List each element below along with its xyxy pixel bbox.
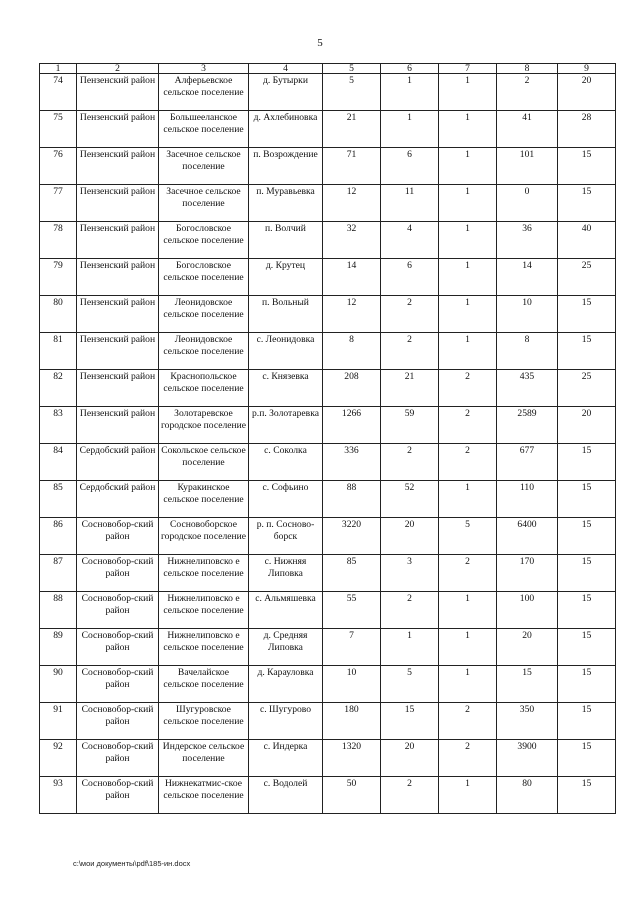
- table-row: [40, 407, 616, 444]
- table-row: [40, 296, 616, 333]
- district-cell: Пензенский район: [77, 370, 159, 407]
- row-number: 91: [40, 703, 77, 740]
- value-cell: 1: [439, 185, 497, 222]
- value-cell: 8: [323, 333, 381, 370]
- value-cell: 15: [381, 703, 439, 740]
- row-number: 80: [40, 296, 77, 333]
- district-cell: Сосновобор-ский район: [77, 703, 159, 740]
- settlement-cell: Богословское сельское поселение: [159, 259, 249, 296]
- district-cell: Пензенский район: [77, 222, 159, 259]
- value-cell: 1: [439, 666, 497, 703]
- table-row: [40, 555, 616, 592]
- value-cell: 1: [439, 111, 497, 148]
- value-cell: 1: [439, 481, 497, 518]
- value-cell: 25: [558, 370, 616, 407]
- table-row: [40, 740, 616, 777]
- district-cell: Пензенский район: [77, 111, 159, 148]
- value-cell: 20: [381, 518, 439, 555]
- district-cell: Сосновобор-ский район: [77, 666, 159, 703]
- table-row: [40, 481, 616, 518]
- value-cell: 32: [323, 222, 381, 259]
- value-cell: 3: [381, 555, 439, 592]
- value-cell: 2: [381, 444, 439, 481]
- row-number: 84: [40, 444, 77, 481]
- value-cell: 2: [381, 777, 439, 814]
- value-cell: 2: [439, 407, 497, 444]
- value-cell: 110: [497, 481, 558, 518]
- value-cell: 2: [381, 592, 439, 629]
- district-cell: Пензенский район: [77, 259, 159, 296]
- row-number: 92: [40, 740, 77, 777]
- value-cell: 1: [439, 148, 497, 185]
- value-cell: 2: [381, 333, 439, 370]
- locality-cell: с. Индерка: [249, 740, 323, 777]
- value-cell: 2: [381, 296, 439, 333]
- table-row: [40, 703, 616, 740]
- value-cell: 101: [497, 148, 558, 185]
- value-cell: 2: [439, 703, 497, 740]
- settlement-cell: Нижнекатмис-ское сельское поселение: [159, 777, 249, 814]
- table-row: [40, 518, 616, 555]
- value-cell: 15: [558, 555, 616, 592]
- value-cell: 2: [439, 555, 497, 592]
- value-cell: 1: [381, 74, 439, 111]
- column-header: 8: [497, 64, 558, 74]
- table-row: [40, 222, 616, 259]
- value-cell: 55: [323, 592, 381, 629]
- value-cell: 336: [323, 444, 381, 481]
- value-cell: 6400: [497, 518, 558, 555]
- district-cell: Пензенский район: [77, 333, 159, 370]
- value-cell: 208: [323, 370, 381, 407]
- row-number: 81: [40, 333, 77, 370]
- value-cell: 20: [381, 740, 439, 777]
- table-row: [40, 370, 616, 407]
- data-table: [39, 63, 616, 814]
- settlement-cell: Большееланское сельское поселение: [159, 111, 249, 148]
- row-number: 86: [40, 518, 77, 555]
- row-number: 89: [40, 629, 77, 666]
- value-cell: 1266: [323, 407, 381, 444]
- row-number: 85: [40, 481, 77, 518]
- value-cell: 85: [323, 555, 381, 592]
- value-cell: 2589: [497, 407, 558, 444]
- value-cell: 21: [323, 111, 381, 148]
- value-cell: 36: [497, 222, 558, 259]
- column-header: 1: [40, 64, 77, 74]
- value-cell: 40: [558, 222, 616, 259]
- district-cell: Сосновобор-ский район: [77, 518, 159, 555]
- district-cell: Пензенский район: [77, 407, 159, 444]
- value-cell: 15: [558, 148, 616, 185]
- settlement-cell: Нижнелиповско е сельское поселение: [159, 555, 249, 592]
- column-header: 2: [77, 64, 159, 74]
- settlement-cell: Леонидовское сельское поселение: [159, 333, 249, 370]
- value-cell: 1: [439, 629, 497, 666]
- value-cell: 6: [381, 148, 439, 185]
- value-cell: 2: [439, 740, 497, 777]
- settlement-cell: Золотаревское городское поселение: [159, 407, 249, 444]
- value-cell: 10: [497, 296, 558, 333]
- column-header: 4: [249, 64, 323, 74]
- file-path-footer: c:\мои документы\pdf\185-ин.docx: [73, 859, 191, 868]
- locality-cell: п. Возрождение: [249, 148, 323, 185]
- locality-cell: с. Леонидовка: [249, 333, 323, 370]
- row-number: 77: [40, 185, 77, 222]
- row-number: 74: [40, 74, 77, 111]
- value-cell: 5: [381, 666, 439, 703]
- value-cell: 15: [558, 629, 616, 666]
- row-number: 76: [40, 148, 77, 185]
- district-cell: Сосновобор-ский район: [77, 629, 159, 666]
- value-cell: 8: [497, 333, 558, 370]
- district-cell: Сердобский район: [77, 444, 159, 481]
- value-cell: 50: [323, 777, 381, 814]
- value-cell: 14: [497, 259, 558, 296]
- value-cell: 59: [381, 407, 439, 444]
- value-cell: 2: [497, 74, 558, 111]
- value-cell: 15: [558, 777, 616, 814]
- value-cell: 52: [381, 481, 439, 518]
- value-cell: 15: [558, 333, 616, 370]
- value-cell: 80: [497, 777, 558, 814]
- value-cell: 15: [497, 666, 558, 703]
- row-number: 87: [40, 555, 77, 592]
- locality-cell: д. Крутец: [249, 259, 323, 296]
- table-row: [40, 444, 616, 481]
- locality-cell: с. Альмяшевка: [249, 592, 323, 629]
- locality-cell: п. Волчий: [249, 222, 323, 259]
- value-cell: 1: [439, 74, 497, 111]
- settlement-cell: Индерское сельское поселение: [159, 740, 249, 777]
- value-cell: 10: [323, 666, 381, 703]
- value-cell: 180: [323, 703, 381, 740]
- value-cell: 20: [558, 407, 616, 444]
- value-cell: 88: [323, 481, 381, 518]
- locality-cell: с. Соколка: [249, 444, 323, 481]
- district-cell: Пензенский район: [77, 296, 159, 333]
- value-cell: 15: [558, 296, 616, 333]
- value-cell: 15: [558, 518, 616, 555]
- district-cell: Пензенский район: [77, 185, 159, 222]
- locality-cell: с. Софьино: [249, 481, 323, 518]
- value-cell: 11: [381, 185, 439, 222]
- value-cell: 1: [381, 111, 439, 148]
- settlement-cell: Сокольское сельское поселение: [159, 444, 249, 481]
- value-cell: 170: [497, 555, 558, 592]
- value-cell: 2: [439, 370, 497, 407]
- value-cell: 15: [558, 740, 616, 777]
- locality-cell: д. Бутырки: [249, 74, 323, 111]
- value-cell: 1: [439, 222, 497, 259]
- locality-cell: п. Вольный: [249, 296, 323, 333]
- page-number: 5: [317, 37, 323, 49]
- value-cell: 5: [323, 74, 381, 111]
- table-row: [40, 185, 616, 222]
- locality-cell: д. Средняя Липовка: [249, 629, 323, 666]
- value-cell: 12: [323, 296, 381, 333]
- district-cell: Сосновобор-ский район: [77, 555, 159, 592]
- row-number: 93: [40, 777, 77, 814]
- value-cell: 6: [381, 259, 439, 296]
- value-cell: 7: [323, 629, 381, 666]
- value-cell: 4: [381, 222, 439, 259]
- table-row: [40, 259, 616, 296]
- table-row: [40, 592, 616, 629]
- settlement-cell: Сосновоборское городское поселение: [159, 518, 249, 555]
- locality-cell: д. Карауловка: [249, 666, 323, 703]
- row-number: 79: [40, 259, 77, 296]
- value-cell: 1: [381, 629, 439, 666]
- value-cell: 3220: [323, 518, 381, 555]
- column-header: 7: [439, 64, 497, 74]
- settlement-cell: Нижнелиповско е сельское поселение: [159, 592, 249, 629]
- value-cell: 677: [497, 444, 558, 481]
- table-row: [40, 666, 616, 703]
- value-cell: 15: [558, 481, 616, 518]
- value-cell: 1: [439, 296, 497, 333]
- district-cell: Сердобский район: [77, 481, 159, 518]
- table-row: [40, 777, 616, 814]
- value-cell: 28: [558, 111, 616, 148]
- district-cell: Сосновобор-ский район: [77, 592, 159, 629]
- settlement-cell: Краснопольское сельское поселение: [159, 370, 249, 407]
- locality-cell: с. Нижняя Липовка: [249, 555, 323, 592]
- settlement-cell: Алферьевское сельское поселение: [159, 74, 249, 111]
- column-header: 9: [558, 64, 616, 74]
- locality-cell: с. Шугурово: [249, 703, 323, 740]
- value-cell: 12: [323, 185, 381, 222]
- table-row: [40, 333, 616, 370]
- settlement-cell: Вачелайское сельское поселение: [159, 666, 249, 703]
- column-header: 3: [159, 64, 249, 74]
- value-cell: 20: [497, 629, 558, 666]
- value-cell: 3900: [497, 740, 558, 777]
- value-cell: 15: [558, 592, 616, 629]
- value-cell: 41: [497, 111, 558, 148]
- value-cell: 5: [439, 518, 497, 555]
- value-cell: 71: [323, 148, 381, 185]
- value-cell: 25: [558, 259, 616, 296]
- district-cell: Сосновобор-ский район: [77, 777, 159, 814]
- settlement-cell: Куракинское сельское поселение: [159, 481, 249, 518]
- row-number: 83: [40, 407, 77, 444]
- value-cell: 1: [439, 333, 497, 370]
- row-number: 78: [40, 222, 77, 259]
- value-cell: 0: [497, 185, 558, 222]
- value-cell: 1320: [323, 740, 381, 777]
- column-header-row: [40, 64, 616, 74]
- locality-cell: с. Князевка: [249, 370, 323, 407]
- value-cell: 14: [323, 259, 381, 296]
- settlement-cell: Леонидовское сельское поселение: [159, 296, 249, 333]
- district-cell: Пензенский район: [77, 148, 159, 185]
- column-header: 6: [381, 64, 439, 74]
- value-cell: 100: [497, 592, 558, 629]
- row-number: 75: [40, 111, 77, 148]
- value-cell: 435: [497, 370, 558, 407]
- value-cell: 1: [439, 592, 497, 629]
- row-number: 90: [40, 666, 77, 703]
- value-cell: 15: [558, 666, 616, 703]
- district-cell: Сосновобор-ский район: [77, 740, 159, 777]
- settlement-cell: Засечное сельское поселение: [159, 148, 249, 185]
- value-cell: 15: [558, 444, 616, 481]
- value-cell: 350: [497, 703, 558, 740]
- locality-cell: п. Муравьевка: [249, 185, 323, 222]
- locality-cell: д. Ахлебиновка: [249, 111, 323, 148]
- table-row: [40, 111, 616, 148]
- locality-cell: р.п. Золотаревка: [249, 407, 323, 444]
- locality-cell: р. п. Сосново-борск: [249, 518, 323, 555]
- value-cell: 2: [439, 444, 497, 481]
- district-cell: Пензенский район: [77, 74, 159, 111]
- locality-cell: с. Водолей: [249, 777, 323, 814]
- value-cell: 1: [439, 259, 497, 296]
- column-header: 5: [323, 64, 381, 74]
- row-number: 82: [40, 370, 77, 407]
- settlement-cell: Шугуровское сельское поселение: [159, 703, 249, 740]
- table-row: [40, 74, 616, 111]
- row-number: 88: [40, 592, 77, 629]
- table-row: [40, 629, 616, 666]
- value-cell: 15: [558, 185, 616, 222]
- value-cell: 20: [558, 74, 616, 111]
- settlement-cell: Нижнелиповско е сельское поселение: [159, 629, 249, 666]
- settlement-cell: Засечное сельское поселение: [159, 185, 249, 222]
- value-cell: 15: [558, 703, 616, 740]
- settlement-cell: Богословское сельское поселение: [159, 222, 249, 259]
- value-cell: 1: [439, 777, 497, 814]
- table-row: [40, 148, 616, 185]
- value-cell: 21: [381, 370, 439, 407]
